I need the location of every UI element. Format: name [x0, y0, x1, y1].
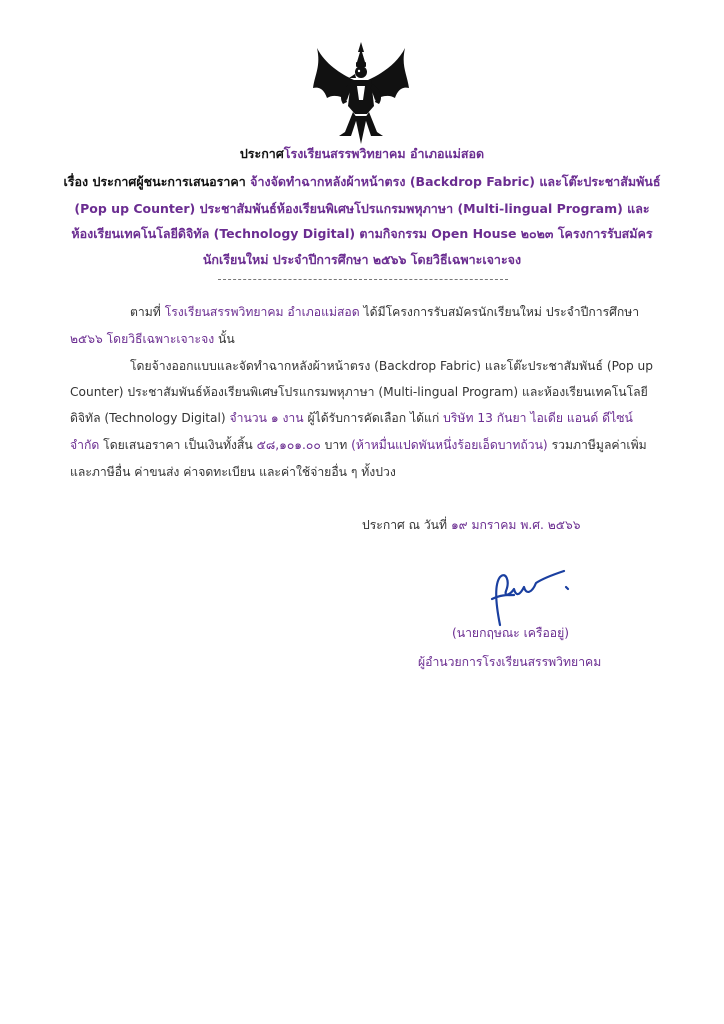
para2-line-2: [70, 384, 648, 400]
header-line-4: ห้องเรียนเทคโนโลยีดิจิทัล (Technology Digital) ตามกิจกรรม Open House ๒๐๒๓ โครงการรับสมัคร: [71, 226, 653, 241]
header-line-3: (Pop up Counter) ประชาสัมพันธ์ห้องเรียนพิเศษโปรแกรมพหุภาษา (Multi-lingual Program) และ: [74, 201, 650, 216]
para2-quantity: จำนวน ๑ งาน: [229, 411, 304, 425]
header-line-2: [60, 174, 664, 190]
header-subject-prefix: เรื่อง ประกาศผู้ชนะการเสนอราคา: [63, 174, 246, 189]
para2-text: ดิจิทัล (Technology Digital): [70, 411, 226, 425]
header-school-name: โรงเรียนสรรพวิทยาคม อำเภอแม่สอด: [283, 146, 485, 161]
para2-text: Counter) ประชาสัมพันธ์ห้องเรียนพิเศษโปรแกรมพหุภาษา (Multi-lingual Program) และห้องเรียนเทคโนโลยี: [70, 385, 648, 399]
para2-amount: ๕๘,๑๐๑.๐๐: [256, 438, 321, 452]
para1-line-1: [130, 304, 639, 320]
para2-line-4: [70, 437, 647, 453]
para2-text: บาท: [324, 438, 348, 452]
para1-year-method: ๒๕๖๖ โดยวิธีเฉพาะเจาะจง: [70, 332, 215, 346]
para2-text: รวมภาษีมูลค่าเพิ่ม: [551, 438, 647, 452]
para2-line-1: [130, 358, 653, 374]
para2-amount-words: (ห้าหมื่นแปดพันหนึ่งร้อยเอ็ดบาทถ้วน): [351, 438, 548, 452]
para1-text: ตามที่: [130, 305, 161, 319]
para2-company-suffix: จำกัด: [70, 438, 100, 452]
para2-text: โดยเสนอราคา เป็นเงินทั้งสิ้น: [103, 438, 253, 452]
para2-text: โดยจ้างออกแบบและจัดทำฉากหลังผ้าหน้าตรง (Backdrop Fabric) และโต๊ะประชาสัมพันธ์ (Pop up: [130, 359, 654, 373]
header-line-5: นักเรียนใหม่ ประจำปีการศึกษา ๒๕๖๖ โดยวิธีเฉพาะเจาะจง: [202, 252, 522, 267]
announce-label: ประกาศ ณ วันที่: [362, 518, 448, 532]
signer-title: ผู้อำนวยการโรงเรียนสรรพวิทยาคม: [418, 655, 602, 669]
signer-name: (นายกฤษณะ เครืออยู่): [452, 626, 569, 640]
garuda-emblem-icon: [311, 40, 411, 148]
header-line-1: [60, 146, 664, 162]
para2-text: ผู้ได้รับการคัดเลือก ได้แก่: [307, 411, 440, 425]
para1-text: นั้น: [218, 332, 235, 346]
para2-company: บริษัท 13 กันยา ไอเดีย แอนด์ ดีไซน์: [443, 411, 633, 425]
header-subject-text: จ้างจัดทำฉากหลังผ้าหน้าตรง (Backdrop Fabric) และโต๊ะประชาสัมพันธ์: [250, 174, 661, 189]
separator-line: [218, 279, 508, 280]
para2-line-5: และภาษีอื่น ค่าขนส่ง ค่าจดทะเบียน และค่าใช้จ่ายอื่น ๆ ทั้งปวง: [70, 465, 396, 479]
announce-date-line: [362, 517, 580, 533]
announce-date: ๑๙ มกราคม พ.ศ. ๒๕๖๖: [450, 518, 581, 532]
header-announcement-word: ประกาศ: [239, 146, 284, 161]
para2-line-3: [70, 410, 633, 426]
para1-school: โรงเรียนสรรพวิทยาคม อำเภอแม่สอด: [164, 305, 360, 319]
para1-line-2: [70, 331, 235, 347]
para1-text: ได้มีโครงการรับสมัครนักเรียนใหม่ ประจำปีการศึกษา: [363, 305, 640, 319]
